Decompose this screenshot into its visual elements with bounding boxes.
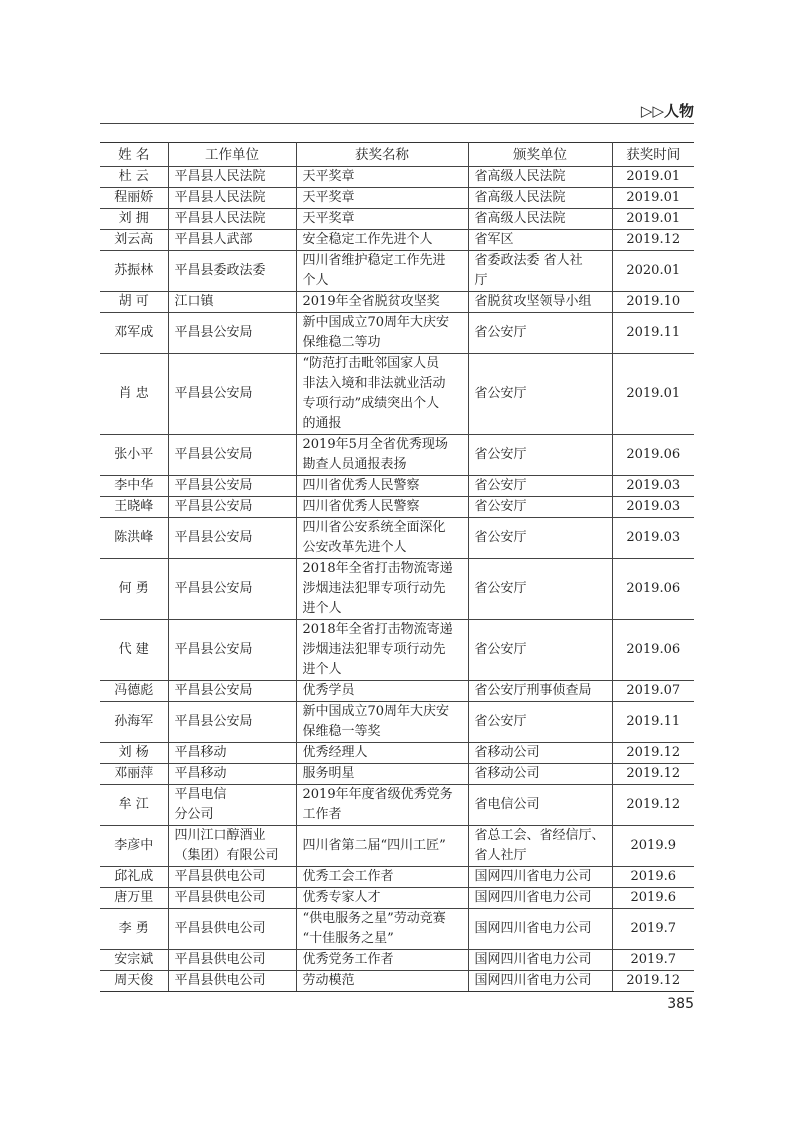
cell-name: 孙海军 bbox=[100, 702, 168, 743]
cell-name: 邓丽萍 bbox=[100, 764, 168, 785]
table-header-row bbox=[100, 143, 694, 167]
cell-work-unit: 江口镇 bbox=[168, 292, 296, 313]
table-row bbox=[100, 743, 694, 764]
cell-award-name: 优秀党务工作者 bbox=[296, 950, 468, 971]
cell-work-unit: 四川江口醇酒业 （集团）有限公司 bbox=[168, 826, 296, 867]
cell-work-unit: 平昌县公安局 bbox=[168, 476, 296, 497]
cell-award-date: 2019.11 bbox=[612, 313, 694, 354]
cell-work-unit: 平昌县人武部 bbox=[168, 230, 296, 251]
cell-work-unit: 平昌县人民法院 bbox=[168, 188, 296, 209]
cell-award-name: 四川省维护稳定工作先进 个人 bbox=[296, 251, 468, 292]
table-row bbox=[100, 764, 694, 785]
cell-work-unit: 平昌县供电公司 bbox=[168, 950, 296, 971]
header-work-unit: 工作单位 bbox=[168, 143, 296, 167]
cell-awarding-body: 省公安厅 bbox=[468, 476, 612, 497]
table-row bbox=[100, 620, 694, 681]
cell-award-date: 2019.03 bbox=[612, 497, 694, 518]
cell-award-date: 2019.10 bbox=[612, 292, 694, 313]
cell-awarding-body: 国网四川省电力公司 bbox=[468, 950, 612, 971]
table-row bbox=[100, 785, 694, 826]
cell-award-name: 新中国成立70周年大庆安 保维稳二等功 bbox=[296, 313, 468, 354]
header-rule bbox=[100, 123, 694, 124]
table-row bbox=[100, 209, 694, 230]
cell-award-name: 四川省优秀人民警察 bbox=[296, 497, 468, 518]
cell-awarding-body: 国网四川省电力公司 bbox=[468, 971, 612, 992]
cell-award-date: 2019.7 bbox=[612, 909, 694, 950]
cell-name: 杜 云 bbox=[100, 167, 168, 188]
cell-awarding-body: 省公安厅 bbox=[468, 313, 612, 354]
table-row bbox=[100, 435, 694, 476]
cell-awarding-body: 省脱贫攻坚领导小组 bbox=[468, 292, 612, 313]
cell-name: 牟 江 bbox=[100, 785, 168, 826]
cell-awarding-body: 省高级人民法院 bbox=[468, 209, 612, 230]
cell-awarding-body: 省电信公司 bbox=[468, 785, 612, 826]
cell-work-unit: 平昌县供电公司 bbox=[168, 867, 296, 888]
cell-awarding-body: 省公安厅 bbox=[468, 620, 612, 681]
cell-awarding-body: 省高级人民法院 bbox=[468, 188, 612, 209]
cell-award-name: 新中国成立70周年大庆安 保维稳一等奖 bbox=[296, 702, 468, 743]
cell-name: 李 勇 bbox=[100, 909, 168, 950]
cell-awarding-body: 省公安厅 bbox=[468, 354, 612, 435]
cell-award-name: 天平奖章 bbox=[296, 188, 468, 209]
cell-awarding-body: 省委政法委 省人社 厅 bbox=[468, 251, 612, 292]
cell-work-unit: 平昌县供电公司 bbox=[168, 888, 296, 909]
table-row bbox=[100, 702, 694, 743]
cell-name: 程丽娇 bbox=[100, 188, 168, 209]
cell-name: 刘云高 bbox=[100, 230, 168, 251]
cell-name: 何 勇 bbox=[100, 559, 168, 620]
table-row bbox=[100, 292, 694, 313]
table-row bbox=[100, 167, 694, 188]
cell-award-date: 2019.06 bbox=[612, 435, 694, 476]
cell-award-date: 2019.7 bbox=[612, 950, 694, 971]
cell-award-name: 天平奖章 bbox=[296, 167, 468, 188]
header-award-name: 获奖名称 bbox=[296, 143, 468, 167]
cell-award-name: 服务明星 bbox=[296, 764, 468, 785]
cell-award-date: 2019.03 bbox=[612, 476, 694, 497]
cell-awarding-body: 国网四川省电力公司 bbox=[468, 909, 612, 950]
cell-awarding-body: 省高级人民法院 bbox=[468, 167, 612, 188]
cell-awarding-body: 省移动公司 bbox=[468, 743, 612, 764]
cell-name: 冯德彪 bbox=[100, 681, 168, 702]
cell-award-date: 2019.06 bbox=[612, 620, 694, 681]
table-row bbox=[100, 188, 694, 209]
cell-award-name: 优秀专家人才 bbox=[296, 888, 468, 909]
table-row bbox=[100, 497, 694, 518]
cell-awarding-body: 省公安厅 bbox=[468, 559, 612, 620]
table-row bbox=[100, 888, 694, 909]
cell-awarding-body: 省军区 bbox=[468, 230, 612, 251]
table-row bbox=[100, 909, 694, 950]
table-row bbox=[100, 559, 694, 620]
cell-name: 王晓峰 bbox=[100, 497, 168, 518]
cell-award-date: 2019.01 bbox=[612, 209, 694, 230]
table-row bbox=[100, 476, 694, 497]
cell-award-date: 2019.01 bbox=[612, 354, 694, 435]
cell-award-date: 2019.6 bbox=[612, 888, 694, 909]
cell-name: 肖 忠 bbox=[100, 354, 168, 435]
cell-award-date: 2019.12 bbox=[612, 230, 694, 251]
cell-award-name: 四川省优秀人民警察 bbox=[296, 476, 468, 497]
table-row bbox=[100, 354, 694, 435]
table-row bbox=[100, 230, 694, 251]
cell-name: 李中华 bbox=[100, 476, 168, 497]
cell-award-date: 2019.6 bbox=[612, 867, 694, 888]
cell-award-name: “防范打击毗邻国家人员 非法入境和非法就业活动 专项行动”成绩突出个人 的通报 bbox=[296, 354, 468, 435]
cell-award-name: 天平奖章 bbox=[296, 209, 468, 230]
cell-award-date: 2020.01 bbox=[612, 251, 694, 292]
cell-name: 张小平 bbox=[100, 435, 168, 476]
cell-awarding-body: 省公安厅 bbox=[468, 702, 612, 743]
cell-work-unit: 平昌县人民法院 bbox=[168, 209, 296, 230]
table-row bbox=[100, 867, 694, 888]
cell-award-name: 2018年全省打击物流寄递 涉烟违法犯罪专项行动先 进个人 bbox=[296, 620, 468, 681]
cell-work-unit: 平昌县公安局 bbox=[168, 497, 296, 518]
cell-work-unit: 平昌县人民法院 bbox=[168, 167, 296, 188]
table-row bbox=[100, 313, 694, 354]
cell-name: 代 建 bbox=[100, 620, 168, 681]
cell-name: 唐万里 bbox=[100, 888, 168, 909]
cell-award-name: 2019年5月全省优秀现场 勘查人员通报表扬 bbox=[296, 435, 468, 476]
cell-name: 安宗斌 bbox=[100, 950, 168, 971]
cell-award-date: 2019.11 bbox=[612, 702, 694, 743]
cell-name: 陈洪峰 bbox=[100, 518, 168, 559]
cell-award-name: 优秀工会工作者 bbox=[296, 867, 468, 888]
cell-work-unit: 平昌移动 bbox=[168, 743, 296, 764]
cell-award-name: 2019年全省脱贫攻坚奖 bbox=[296, 292, 468, 313]
cell-award-name: 四川省第二届“四川工匠” bbox=[296, 826, 468, 867]
cell-name: 周天俊 bbox=[100, 971, 168, 992]
cell-award-date: 2019.03 bbox=[612, 518, 694, 559]
cell-award-date: 2019.06 bbox=[612, 559, 694, 620]
cell-work-unit: 平昌电信 分公司 bbox=[168, 785, 296, 826]
cell-award-date: 2019.12 bbox=[612, 785, 694, 826]
cell-work-unit: 平昌县委政法委 bbox=[168, 251, 296, 292]
cell-award-name: 劳动模范 bbox=[296, 971, 468, 992]
cell-work-unit: 平昌县公安局 bbox=[168, 313, 296, 354]
running-head: ▷▷人物 bbox=[640, 102, 694, 120]
page-number: 385 bbox=[667, 996, 694, 1012]
cell-name: 刘 拥 bbox=[100, 209, 168, 230]
cell-award-date: 2019.07 bbox=[612, 681, 694, 702]
cell-work-unit: 平昌县公安局 bbox=[168, 435, 296, 476]
cell-work-unit: 平昌县公安局 bbox=[168, 702, 296, 743]
cell-work-unit: 平昌县公安局 bbox=[168, 518, 296, 559]
cell-awarding-body: 省总工会、省经信厅、 省人社厅 bbox=[468, 826, 612, 867]
cell-award-name: 2019年年度省级优秀党务 工作者 bbox=[296, 785, 468, 826]
table-row bbox=[100, 251, 694, 292]
cell-awarding-body: 省公安厅 bbox=[468, 518, 612, 559]
cell-award-name: 安全稳定工作先进个人 bbox=[296, 230, 468, 251]
cell-award-date: 2019.9 bbox=[612, 826, 694, 867]
cell-name: 邓军成 bbox=[100, 313, 168, 354]
header-awarding-body: 颁奖单位 bbox=[468, 143, 612, 167]
cell-awarding-body: 省公安厅刑事侦查局 bbox=[468, 681, 612, 702]
cell-name: 刘 杨 bbox=[100, 743, 168, 764]
cell-awarding-body: 省公安厅 bbox=[468, 497, 612, 518]
header-award-date: 获奖时间 bbox=[612, 143, 694, 167]
cell-award-name: 四川省公安系统全面深化 公安改革先进个人 bbox=[296, 518, 468, 559]
cell-awarding-body: 国网四川省电力公司 bbox=[468, 867, 612, 888]
cell-work-unit: 平昌县公安局 bbox=[168, 620, 296, 681]
table-row bbox=[100, 950, 694, 971]
table-row bbox=[100, 518, 694, 559]
cell-award-name: 2018年全省打击物流寄递 涉烟违法犯罪专项行动先 进个人 bbox=[296, 559, 468, 620]
cell-award-date: 2019.12 bbox=[612, 971, 694, 992]
cell-name: 邱礼成 bbox=[100, 867, 168, 888]
cell-awarding-body: 省移动公司 bbox=[468, 764, 612, 785]
cell-work-unit: 平昌县公安局 bbox=[168, 354, 296, 435]
cell-awarding-body: 省公安厅 bbox=[468, 435, 612, 476]
cell-award-date: 2019.12 bbox=[612, 743, 694, 764]
awards-table bbox=[100, 142, 694, 992]
cell-award-name: “供电服务之星”劳动竞赛 “十佳服务之星” bbox=[296, 909, 468, 950]
cell-name: 苏振林 bbox=[100, 251, 168, 292]
cell-name: 李彦中 bbox=[100, 826, 168, 867]
cell-work-unit: 平昌县供电公司 bbox=[168, 971, 296, 992]
table-row bbox=[100, 826, 694, 867]
cell-work-unit: 平昌县供电公司 bbox=[168, 909, 296, 950]
cell-award-name: 优秀学员 bbox=[296, 681, 468, 702]
cell-name: 胡 可 bbox=[100, 292, 168, 313]
header-name: 姓 名 bbox=[100, 143, 168, 167]
cell-award-date: 2019.12 bbox=[612, 764, 694, 785]
cell-award-name: 优秀经理人 bbox=[296, 743, 468, 764]
cell-work-unit: 平昌移动 bbox=[168, 764, 296, 785]
table-row bbox=[100, 681, 694, 702]
table-body bbox=[100, 167, 694, 992]
cell-award-date: 2019.01 bbox=[612, 167, 694, 188]
cell-work-unit: 平昌县公安局 bbox=[168, 681, 296, 702]
cell-work-unit: 平昌县公安局 bbox=[168, 559, 296, 620]
table-row bbox=[100, 971, 694, 992]
cell-award-date: 2019.01 bbox=[612, 188, 694, 209]
cell-awarding-body: 国网四川省电力公司 bbox=[468, 888, 612, 909]
